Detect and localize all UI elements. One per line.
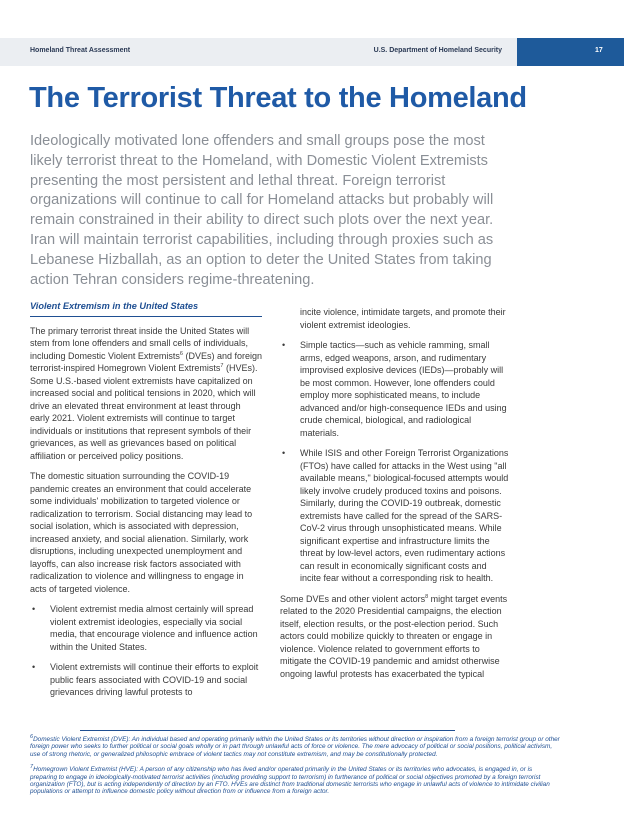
paragraph-text: The primary terrorist threat inside the United States will stem from lone offenders and small cells of individuals, including Domestic Violent Extremists xyxy=(30,325,250,361)
footnote-7 xyxy=(30,766,560,796)
bullet-text: Simple tactics—such as vehicle ramming, small arms, edged weapons, arson, and rudimentary improvised explosive devices (IEDs)—probably will be most common. However, lone offenders could employ more sophisticated means, to include advanced and/or high-consequence IEDs and using crude chemical, biological, and radiological materials. xyxy=(300,340,507,438)
bullet-icon: • xyxy=(32,604,36,614)
bullet-icon: • xyxy=(282,448,286,458)
paragraph-election-threat xyxy=(280,593,510,681)
bullet-icon: • xyxy=(282,340,286,350)
footnote-ref-6: 6 xyxy=(179,350,183,357)
footnote-mark: 7 xyxy=(30,764,34,771)
list-item xyxy=(280,447,510,585)
list-item xyxy=(30,603,262,653)
lead-paragraph: Ideologically motivated lone offenders and small groups pose the most likely terrorist threat to the Homeland, with Domestic Violent Extremists presenting the most persistent and lethal threat. Foreign terrorist organizations will continue to call for Homeland attacks but probably will remain constrained in their ability to direct such plots over the next year. Iran will maintain terrorist capabilities, including through proxies such as Lebanese Hizballah, as an option to deter the United States from taking action Tehran considers regime-threatening. xyxy=(30,133,494,288)
bullet-text: Violent extremists will continue their efforts to exploit public fears associated with COVID-19 and social grievances driving lawful protests to xyxy=(50,662,259,697)
left-column xyxy=(30,300,262,707)
section-heading-rule xyxy=(30,316,262,317)
bullet-continuation: incite violence, intimidate targets, and promote their violent extremist ideologies. xyxy=(300,307,506,330)
right-column xyxy=(280,306,510,688)
list-item xyxy=(280,339,510,439)
paragraph-text: (DVEs) and foreign terrorist-inspired Homegrown Violent Extremists xyxy=(30,350,263,373)
header-agency: U.S. Department of Homeland Security xyxy=(373,47,502,54)
page-header xyxy=(0,38,624,66)
bullet-text: While ISIS and other Foreign Terrorist Organizations (FTOs) have called for attacks in the West using "all available means," biological-focused attempts would likely involve crudely produced toxins and poisons. Similarly, during the COVID-19 outbreak, domestic extremists have called for the spread of the SARS-CoV-2 virus through unsophisticated means. While significant expertise and infrastructure limits the threat by low-level actors, even rudimentary actions can result in economically significant costs and incite fear without a corresponding risk to health. xyxy=(300,448,509,583)
bullet-list xyxy=(280,339,510,585)
page-number: 17 xyxy=(595,47,603,54)
section-heading: Violent Extremism in the United States xyxy=(30,301,199,311)
bullet-list xyxy=(30,603,262,699)
footnote-mark: 6 xyxy=(30,733,34,740)
footnote-ref-8: 8 xyxy=(425,593,429,600)
list-item xyxy=(30,661,262,699)
footnote-text: Domestic Violent Extremist (DVE): An individual based and operating primarily within the United States or its territories without direction or inspiration from a foreign terrorist group or other foreign power who seeks to further political or social goals wholly or in part through unlawful acts of force or violence. The mere advocacy of political or social positions, political activism, use of strong rhetoric, or generalized philosophic embrace of violent tactics may not constitute extremism, and may be constitutionally protected. xyxy=(30,736,560,758)
header-document-title: Homeland Threat Assessment xyxy=(30,47,131,54)
footnote-6 xyxy=(30,733,560,758)
paragraph-text: (HVEs). Some U.S.-based violent extremists have capitalized on increased social and political tensions in 2020, which will drive an elevated threat environment at least through early 2021. Violent extremists will continue to target individuals or institutions that represent symbols of their grievances, as well as grievances based on political affiliation or perceived policy positions. xyxy=(30,363,258,461)
page-title: The Terrorist Threat to the Homeland xyxy=(29,82,527,114)
footnote-ref-7: 7 xyxy=(220,363,224,369)
paragraph-text: might target events related to the 2020 Presidential campaigns, the election itself, election results, or the post-election period. Such actors could mobilize quickly to threaten or engage in violence. Violence related to government efforts to mitigate the COVID-19 pandemic and amidst otherwise ongoing lawful protests has exacerbated the typical xyxy=(280,593,508,679)
bullet-text: Violent extremist media almost certainly will spread violent extremist ideologies, especially via social media, that encourage violence and influence action within the United States. xyxy=(50,604,258,652)
page-number-box xyxy=(517,38,624,66)
paragraph-text: Some DVEs and other violent actors xyxy=(280,593,426,604)
footnote-divider xyxy=(80,730,455,731)
footnotes xyxy=(30,733,560,804)
paragraph-primary-threat xyxy=(30,325,262,463)
paragraph-covid-environment: The domestic situation surrounding the COVID-19 pandemic creates an environment that could accelerate some individuals' mobilization to targeted violence or radicalization to terrorism. Social distancing may lead to social isolation, which is associated with depression, increased anxiety, and social alienation. Similarly, work disruptions, including unexpected unemployment and layoffs, can also increase risk factors associated with radicalization to violence and willingness to engage in acts of targeted violence. xyxy=(30,471,253,594)
footnote-text: Homegrown Violent Extremist (HVE): A person of any citizenship who has lived and/or operated primarily in the United States or its territories who advocates, is engaged in, or is preparing to engage in ideologically-motivated terrorist activities (including providing support to terrorism) in furtherance of political or social objectives promoted by a foreign terrorist organization (FTO), but is acting independently of direction by an FTO. HVEs are distinct from traditional domestic terrorists who engage in unlawful acts of violence to intimidate civilian populations or attempt to influence domestic policy without direction from or influence from a foreign actor. xyxy=(30,766,550,796)
bullet-icon: • xyxy=(32,662,36,672)
